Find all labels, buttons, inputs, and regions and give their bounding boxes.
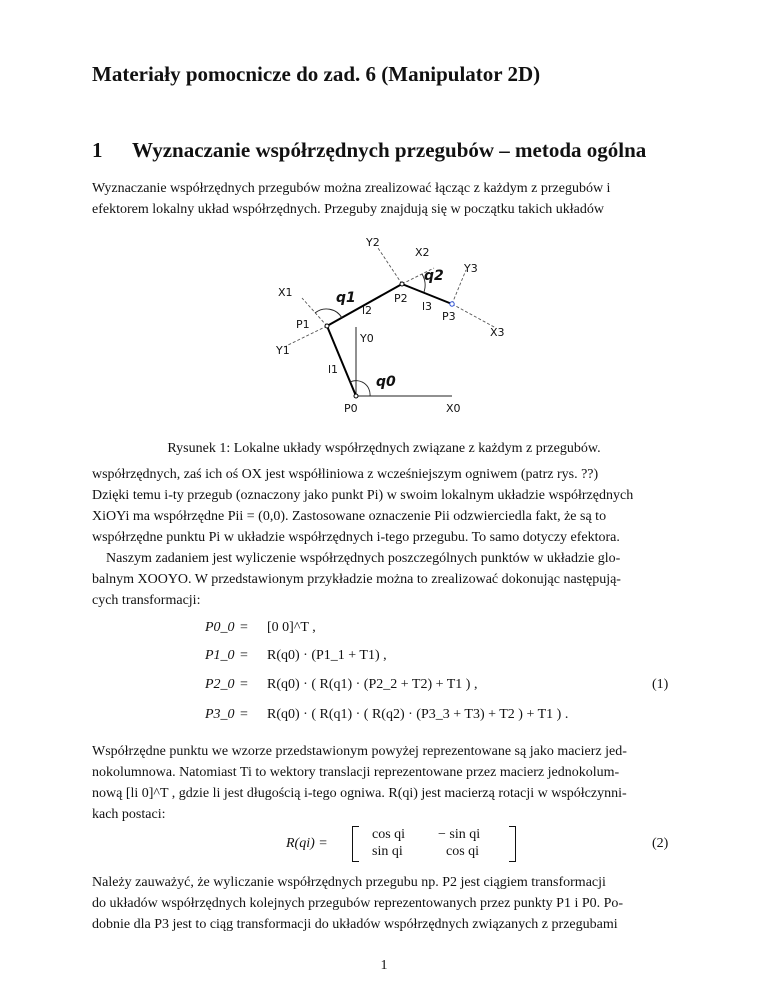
text-line: współrzędnych, zaś ich oś OX jest współliniowa z wcześniejszym ogniwem (patrz rys. ??) xyxy=(92,467,599,482)
label-q2: q2 xyxy=(424,268,444,284)
label-p1: P1 xyxy=(296,318,310,331)
text-line: Naszym zadaniem jest wyliczenie współrzędnych poszczególnych punktów w układzie glo- xyxy=(106,551,621,566)
text-line: XiOYi ma współrzędne Pii = (0,0). Zastosowane oznaczenie Pii odzwierciedla fakt, że są to xyxy=(92,509,607,524)
equation-number: (1) xyxy=(652,677,669,692)
left-bracket xyxy=(352,826,359,862)
label-y1: Y1 xyxy=(276,344,290,357)
label-l3: l3 xyxy=(422,300,433,313)
eq-equals: = xyxy=(240,677,248,692)
label-q1: q1 xyxy=(336,290,356,306)
label-y0: Y0 xyxy=(360,332,374,345)
matrix-cell: sin qi xyxy=(372,844,403,859)
text-line: dobnie dla P3 jest to ciąg transformacji do układów współrzędnych związanych z przegubami xyxy=(92,917,618,932)
eq-equals: = xyxy=(240,707,248,722)
eq-equals: = xyxy=(240,648,248,663)
text-line: Wyznaczanie współrzędnych przegubów można zrealizować łącząc z każdym z przegubów i xyxy=(92,181,611,196)
y3-axis xyxy=(452,270,466,304)
text-line: współrzędne punktu Pi w układzie współrzędnych i-tego przegubu. To samo dotyczy efektora. xyxy=(92,530,620,545)
label-l2: l2 xyxy=(362,304,373,317)
text-line: cych transformacji: xyxy=(92,593,201,608)
section-number: 1 xyxy=(92,138,103,162)
section-heading xyxy=(92,138,646,163)
right-bracket xyxy=(509,826,516,862)
text-line: do układów współrzędnych kolejnych przegubów reprezentowanych przez punkty P1 i P0. Po- xyxy=(92,896,624,911)
label-p3: P3 xyxy=(442,310,456,323)
text-line: balnym XOOYO. W przedstawionym przykładzie można to zrealizować dokonując następują- xyxy=(92,572,621,587)
x3-axis xyxy=(452,304,496,328)
text-line: Współrzędne punktu we wzorze przedstawionym powyżej reprezentowane są jako macierz jed- xyxy=(92,744,627,759)
text-line: efektorem lokalny układ współrzędnych. Przeguby znajdują się w początku takich układów xyxy=(92,202,605,217)
rotation-matrix xyxy=(352,826,516,862)
paragraph-frames xyxy=(92,464,676,548)
eq-equals: = xyxy=(240,620,248,635)
section-title: Wyznaczanie współrzędnych przegubów – metoda ogólna xyxy=(132,138,647,162)
label-x0: X0 xyxy=(446,402,461,415)
link-1 xyxy=(327,326,356,396)
paragraph-task xyxy=(92,548,676,611)
joint-p2 xyxy=(400,282,404,286)
label-y2: Y2 xyxy=(366,236,380,249)
label-q0: q0 xyxy=(376,374,396,390)
equation-number: (2) xyxy=(652,836,669,851)
paragraph-intro xyxy=(92,178,676,220)
label-p2: P2 xyxy=(394,292,408,305)
joint-p0 xyxy=(354,394,358,398)
label-x2: X2 xyxy=(415,246,430,259)
page-number: 1 xyxy=(380,958,388,973)
figure-caption: Rysunek 1: Lokalne układy współrzędnych związane z każdym z przegubów. xyxy=(167,441,601,456)
eq-rhs: R(q0) · ( R(q1) · ( R(q2) · (P3_3 + T3) + T2 ) + T1 ) . xyxy=(267,707,569,722)
document-title: Materiały pomocnicze do zad. 6 (Manipulator 2D) xyxy=(92,62,541,86)
paragraph-note xyxy=(92,872,676,935)
label-x1: X1 xyxy=(278,286,293,299)
label-x3: X3 xyxy=(490,326,505,339)
text-line: kach postaci: xyxy=(92,807,166,822)
joint-p1 xyxy=(325,324,329,328)
text-line: nokolumnowa. Natomiast Ti to wektory translacji reprezentowane przez macierz jednokolum- xyxy=(92,765,620,780)
text-line: nową [li 0]^T , gdzie li jest długością i-tego ogniwa. R(qi) jest macierzą rotacji w współczynni- xyxy=(92,786,627,801)
matrix-lhs: R(qi) = xyxy=(286,836,328,851)
eq-lhs: P0_0 xyxy=(205,620,235,635)
effector-p3 xyxy=(450,302,454,306)
text-line: Dzięki temu i-ty przegub (oznaczony jako punkt Pi) w swoim lokalnym układzie współrzędnych xyxy=(92,488,634,503)
eq-lhs: P2_0 xyxy=(205,677,235,692)
eq-rhs: [0 0]^T , xyxy=(267,620,316,635)
label-l1: l1 xyxy=(328,363,339,376)
manipulator-figure xyxy=(260,230,520,425)
matrix-cell: cos qi xyxy=(446,844,480,859)
label-p0: P0 xyxy=(344,402,358,415)
eq-lhs: P1_0 xyxy=(205,648,235,663)
matrix-cell: cos qi xyxy=(372,827,406,842)
eq-lhs: P3_0 xyxy=(205,707,235,722)
label-y3: Y3 xyxy=(464,262,478,275)
paragraph-vectors xyxy=(92,741,676,825)
eq-rhs: R(q0) · ( R(q1) · (P2_2 + T2) + T1 ) , xyxy=(267,677,478,692)
text-line: Należy zauważyć, że wyliczanie współrzędnych przegubu np. P2 jest ciągiem transformacji xyxy=(92,875,606,890)
y2-axis xyxy=(378,248,402,284)
matrix-cell: − sin qi xyxy=(438,827,481,842)
eq-rhs: R(q0) · (P1_1 + T1) , xyxy=(267,648,387,663)
